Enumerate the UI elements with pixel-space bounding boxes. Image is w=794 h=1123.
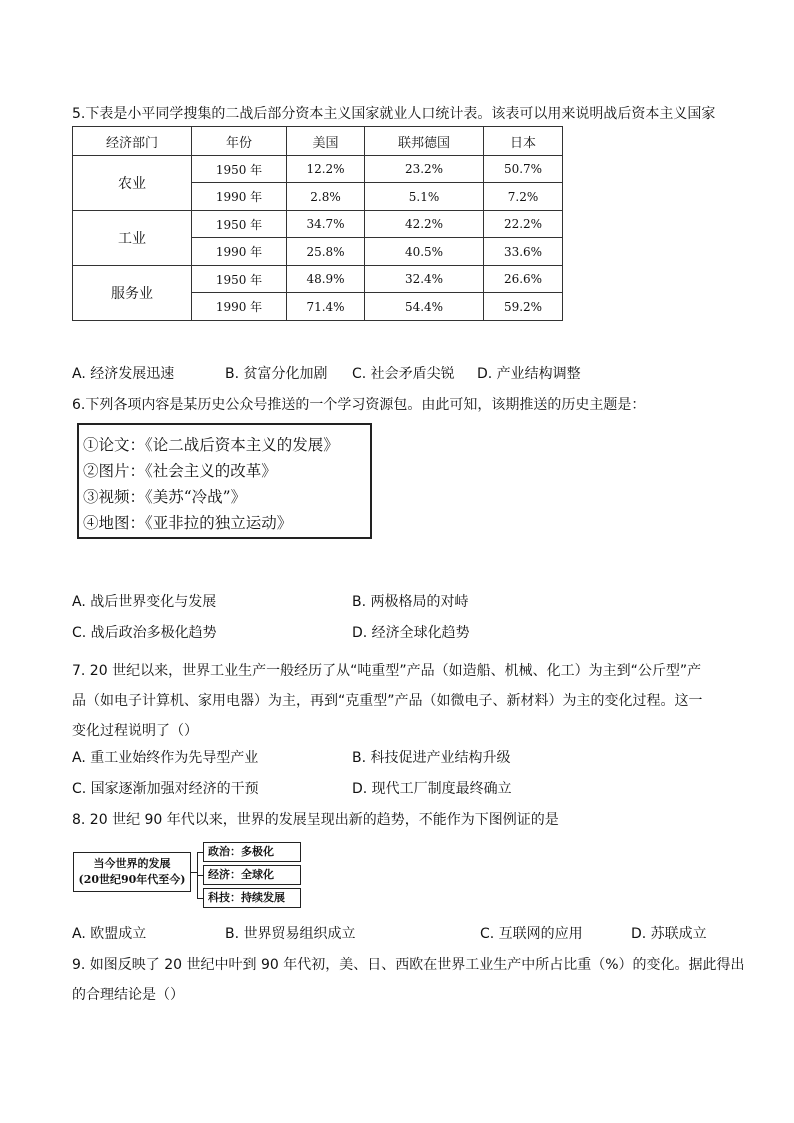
option-b[interactable]: B. 贫富分化加剧	[225, 366, 328, 382]
q8-options	[72, 925, 712, 943]
resource-item: ④地图：《亚非拉的独立运动》	[83, 514, 293, 532]
q8-question: 8. 20 世纪 90 年代以来，世界的发展呈现出新的趋势，不能作为下图例证的是	[72, 812, 559, 828]
year-cell: 1950 年	[192, 266, 287, 293]
q6-question: 6.下列各项内容是某历史公众号推送的一个学习资源包。由此可知，该期推送的历史主题是：	[72, 397, 646, 413]
option-d[interactable]: D. 苏联成立	[631, 926, 707, 942]
table-row	[73, 266, 563, 293]
option-d[interactable]: D. 现代工厂制度最终确立	[352, 781, 512, 797]
value-cell: 59.2%	[484, 293, 563, 321]
year-cell: 1950 年	[192, 211, 287, 238]
option-b[interactable]: B. 世界贸易组织成立	[225, 926, 356, 942]
value-cell: 34.7%	[287, 211, 365, 238]
value-cell: 32.4%	[365, 266, 484, 293]
option-d[interactable]: D. 产业结构调整	[477, 366, 581, 382]
diagram-item-politics: 政治：多极化	[203, 842, 301, 862]
value-cell: 71.4%	[287, 293, 365, 321]
year-cell: 1990 年	[192, 293, 287, 321]
diagram-main-subtitle: (20世纪90年代至今)	[78, 873, 186, 886]
world-development-diagram	[73, 842, 303, 910]
resource-item: ③视频：《美苏“冷战”》	[83, 488, 247, 506]
option-a[interactable]: A. 战后世界变化与发展	[72, 594, 217, 610]
q9-question-line: 9. 如图反映了 20 世纪中叶到 90 年代初，美、日、西欧在世界工业生产中所占比重（%）的变化。据此得出	[72, 957, 745, 973]
value-cell: 50.7%	[484, 156, 563, 183]
value-cell: 42.2%	[365, 211, 484, 238]
option-c[interactable]: C. 互联网的应用	[480, 926, 583, 942]
q6-options-row1	[72, 593, 672, 611]
q7-line: 变化过程说明了（）	[72, 723, 198, 739]
employment-table	[72, 126, 563, 321]
option-d[interactable]: D. 经济全球化趋势	[352, 625, 470, 641]
value-cell: 26.6%	[484, 266, 563, 293]
diagram-item-technology: 科技：持续发展	[203, 888, 301, 908]
table-header: 联邦德国	[365, 127, 484, 156]
diagram-main-title: 当今世界的发展	[93, 857, 171, 870]
year-cell: 1990 年	[192, 183, 287, 211]
q9-question-line: 的合理结论是（）	[72, 987, 184, 1003]
sector-cell: 工业	[73, 211, 192, 266]
q7-options-row1	[72, 749, 672, 767]
table-header: 经济部门	[73, 127, 192, 156]
table-row	[73, 211, 563, 238]
value-cell: 54.4%	[365, 293, 484, 321]
option-a[interactable]: A. 欧盟成立	[72, 926, 147, 942]
resource-item: ②图片：《社会主义的改革》	[83, 462, 277, 480]
option-b[interactable]: B. 两极格局的对峙	[352, 594, 469, 610]
q7-options-row2	[72, 780, 672, 798]
option-c[interactable]: C. 社会矛盾尖锐	[352, 366, 455, 382]
year-cell: 1990 年	[192, 238, 287, 266]
value-cell: 7.2%	[484, 183, 563, 211]
q5-options	[72, 365, 672, 383]
value-cell: 12.2%	[287, 156, 365, 183]
value-cell: 25.8%	[287, 238, 365, 266]
option-c[interactable]: C. 战后政治多极化趋势	[72, 625, 217, 641]
year-cell: 1950 年	[192, 156, 287, 183]
diagram-main-box	[73, 852, 191, 892]
resource-item: ①论文：《论二战后资本主义的发展》	[83, 436, 339, 454]
sector-cell: 农业	[73, 156, 192, 211]
table-row	[73, 156, 563, 183]
value-cell: 48.9%	[287, 266, 365, 293]
value-cell: 2.8%	[287, 183, 365, 211]
value-cell: 40.5%	[365, 238, 484, 266]
q6-options-row2	[72, 624, 672, 642]
value-cell: 33.6%	[484, 238, 563, 266]
value-cell: 23.2%	[365, 156, 484, 183]
option-a[interactable]: A. 经济发展迅速	[72, 366, 175, 382]
option-a[interactable]: A. 重工业始终作为先导型产业	[72, 750, 259, 766]
q7-line: 7. 20 世纪以来，世界工业生产一般经历了从“吨重型”产品（如造船、机械、化工）为主到“公斤型”产	[72, 663, 702, 679]
option-b[interactable]: B. 科技促进产业结构升级	[352, 750, 511, 766]
resource-package-box	[77, 423, 372, 539]
value-cell: 5.1%	[365, 183, 484, 211]
option-c[interactable]: C. 国家逐渐加强对经济的干预	[72, 781, 259, 797]
table-header: 年份	[192, 127, 287, 156]
value-cell: 22.2%	[484, 211, 563, 238]
table-header-row	[73, 127, 563, 156]
table-header: 美国	[287, 127, 365, 156]
q5-question: 5.下表是小平同学搜集的二战后部分资本主义国家就业人口统计表。该表可以用来说明战后资本主义国家	[72, 106, 716, 122]
sector-cell: 服务业	[73, 266, 192, 321]
diagram-item-economy: 经济：全球化	[203, 865, 301, 885]
table-header: 日本	[484, 127, 563, 156]
q7-line: 品（如电子计算机、家用电器）为主，再到“克重型”产品（如微电子、新材料）为主的变化过程。这一	[72, 693, 703, 709]
q7-question	[72, 656, 727, 746]
